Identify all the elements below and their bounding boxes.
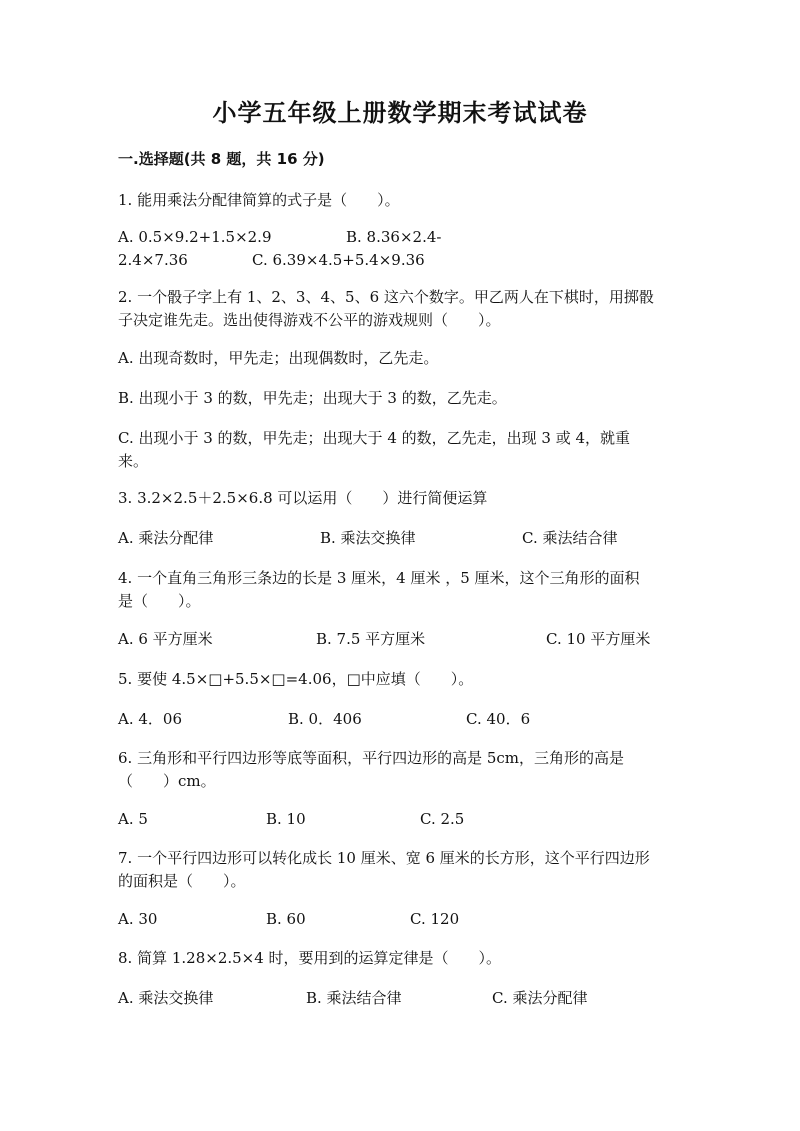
question-4-option-b: B. 7.5 平方厘米 <box>316 630 426 648</box>
question-2-option-b: B. 出现小于 3 的数，甲先走；出现大于 3 的数，乙先走。 <box>118 389 507 407</box>
question-8-text: 8. 简算 1.28×2.5×4 时，要用到的运算定律是（ ）。 <box>118 949 502 967</box>
question-7-option-b: B. 60 <box>266 910 306 928</box>
question-6-text-line-1: 6. 三角形和平行四边形等底等面积，平行四边形的高是 5cm，三角形的高是 <box>118 749 625 767</box>
question-6-option-a: A. 5 <box>118 810 148 828</box>
question-8-option-c: C. 乘法分配律 <box>492 989 588 1007</box>
question-2-option-c-continued: 来。 <box>118 452 149 470</box>
question-5-option-b: B. 0．406 <box>288 710 362 728</box>
question-1-option-b: B. 8.36×2.4- <box>346 228 442 246</box>
question-4-option-a: A. 6 平方厘米 <box>118 630 213 648</box>
question-5-text: 5. 要使 4.5×□+5.5×□=4.06，□中应填（ ）。 <box>118 670 474 688</box>
question-5-option-c: C. 40．6 <box>466 710 531 728</box>
question-6-option-b: B. 10 <box>266 810 306 828</box>
question-3-option-b: B. 乘法交换律 <box>320 529 416 547</box>
question-7-text-line-1: 7. 一个平行四边形可以转化成长 10 厘米、宽 6 厘米的长方形，这个平行四边形 <box>118 849 650 867</box>
section-heading: 一.选择题(共 8 题，共 16 分) <box>118 150 325 168</box>
question-5-option-a: A. 4．06 <box>118 710 182 728</box>
question-6-option-c: C. 2.5 <box>420 810 465 828</box>
question-3-option-c: C. 乘法结合律 <box>522 529 618 547</box>
question-3-option-a: A. 乘法分配律 <box>118 529 214 547</box>
question-1-option-a: A. 0.5×9.2+1.5×2.9 <box>118 228 272 246</box>
question-4-text-line-2: 是（ ）。 <box>118 592 201 610</box>
question-4-text-line-1: 4. 一个直角三角形三条边的长是 3 厘米，4 厘米 ，5 厘米，这个三角形的面积 <box>118 569 640 587</box>
question-2-text-line-1: 2. 一个骰子字上有 1、2、3、4、5、6 这六个数字。甲乙两人在下棋时，用掷骰 <box>118 288 654 306</box>
page-title: 小学五年级上册数学期末考试试卷 <box>212 99 588 127</box>
question-7-option-a: A. 30 <box>118 910 158 928</box>
question-1-option-c: C. 6.39×4.5+5.4×9.36 <box>252 251 425 269</box>
question-4-option-c: C. 10 平方厘米 <box>546 630 651 648</box>
question-2-option-c: C. 出现小于 3 的数，甲先走；出现大于 4 的数，乙先走，出现 3 或 4，就重 <box>118 429 631 447</box>
question-2-option-a: A. 出现奇数时，甲先走；出现偶数时，乙先走。 <box>118 349 439 367</box>
question-3-text: 3. 3.2×2.5＋2.5×6.8 可以运用（ ）进行简便运算 <box>118 489 488 507</box>
question-8-option-b: B. 乘法结合律 <box>306 989 402 1007</box>
question-2-text-line-2: 子决定谁先走。选出使得游戏不公平的游戏规则（ ）。 <box>118 311 501 329</box>
question-1-text: 1. 能用乘法分配律简算的式子是（ ）。 <box>118 191 400 209</box>
question-7-option-c: C. 120 <box>410 910 460 928</box>
question-8-option-a: A. 乘法交换律 <box>118 989 214 1007</box>
question-7-text-line-2: 的面积是（ ）。 <box>118 872 246 890</box>
question-1-option-b-continued: 2.4×7.36 <box>118 251 188 269</box>
question-6-text-line-2: （ ）cm。 <box>118 772 216 790</box>
